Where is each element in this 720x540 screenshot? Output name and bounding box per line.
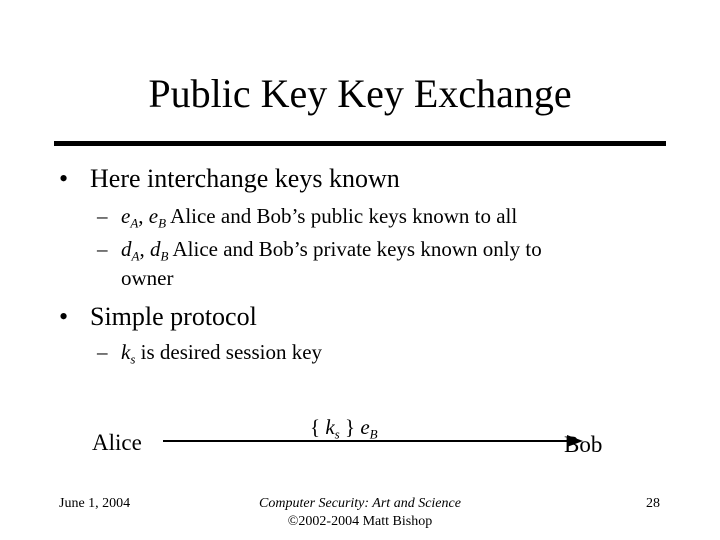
symbol-e: e (148, 204, 159, 228)
brace-close: } (339, 415, 361, 439)
subbullet-public-keys (97, 204, 657, 230)
subscript-a: A (130, 215, 139, 231)
slide-title: Public Key Key Exchange (148, 71, 572, 116)
receiver-bob: Bob (564, 432, 603, 457)
bullet-text: Here interchange keys known (90, 164, 400, 193)
subbullet-text (121, 340, 322, 365)
bullet-interchange-keys (59, 164, 659, 196)
symbol-d: d (121, 237, 132, 261)
symbol-k: k (121, 340, 131, 364)
description: is desired session key (135, 340, 323, 364)
message-arrow (163, 430, 583, 452)
subscript-s: s (334, 426, 340, 442)
subbullet-private-keys (97, 237, 657, 263)
separator: , (139, 237, 150, 261)
bullet-dot: • (59, 164, 69, 193)
dash-glyph: – (97, 237, 108, 261)
footer-date: June 1, 2004 (59, 496, 131, 511)
bullet-dot: • (59, 302, 69, 331)
subbullet-continuation: owner (121, 266, 174, 290)
symbol-k: k (325, 415, 335, 439)
subscript-b: B (158, 215, 167, 231)
bullet-simple-protocol (59, 302, 659, 334)
dash-glyph: – (97, 340, 108, 364)
symbol-e: e (121, 204, 131, 228)
subscript-s: s (130, 351, 136, 367)
subscript-a: A (131, 248, 140, 264)
separator: , (138, 204, 149, 228)
title-rule (54, 141, 666, 146)
description: Alice and Bob’s private keys known only to (168, 237, 542, 261)
subscript-b: B (369, 426, 378, 442)
subbullet-text (121, 237, 542, 262)
subscript-b: B (160, 248, 169, 264)
symbol-e: e (360, 415, 370, 439)
symbol-d: d (149, 237, 161, 261)
sender-alice: Alice (92, 430, 142, 455)
description: Alice and Bob’s public keys known to all (166, 204, 518, 228)
footer-course (210, 496, 510, 512)
footer-copyright: ©2002-2004 Matt Bishop (287, 514, 433, 529)
course-name: Computer Security: Art and Science (259, 496, 461, 511)
subbullet-text (121, 204, 517, 229)
subbullet-session-key (97, 340, 657, 366)
bullet-text: Simple protocol (90, 302, 257, 331)
brace-open: { (310, 415, 326, 439)
page-number: 28 (646, 496, 660, 511)
dash-glyph: – (97, 204, 108, 228)
